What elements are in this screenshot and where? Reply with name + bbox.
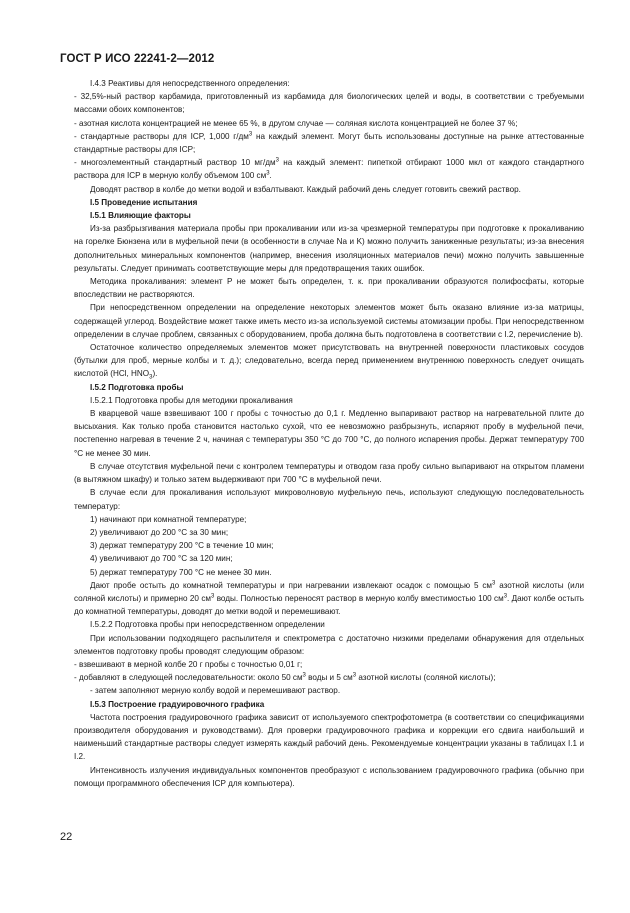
paragraph: Остаточное количество определяемых элементов может присутствовать на внутренней поверхности пластиковых сосудов (бутылки для проб, мерные колбы и т. д.); следовательно, всегда перед применением внутреннюю поверхность следует очищать кислотой (HCl, $HNO_3$). bbox=[74, 343, 584, 382]
section-i51-title: I.5.1 Влияющие факторы bbox=[90, 211, 191, 221]
list-item: 5) держат температуру 700 °С не менее 30 мин. bbox=[90, 567, 272, 577]
paragraph: Методика прокаливания: элемент P не может быть определен, т. к. при прокаливании образуются полифосфаты, которые впоследствии не растворяются. bbox=[74, 277, 584, 300]
section-i522-title: I.5.2.2 Подготовка пробы при непосредственном определении bbox=[90, 620, 325, 630]
section-i43-title: I.4.3 Реактивы для непосредственного определения: bbox=[90, 79, 290, 88]
paragraph: Из-за разбрызгивания материала пробы при прокаливании или из-за чрезмерной температуры при подготовке к прокаливанию на горелке Бюнзена или в муфельной печи (в особенности в случае Na и K) можно получить заниженные результаты; из-за внесения дополнительных минеральных компонентов (например, внесения изоляционных материалов печи) можно получить завышенные результаты. Следует принимать соответствующие меры для предотвращения таких ошибок. bbox=[74, 224, 584, 273]
reagent-acid: - азотная кислота концентрацией не менее 65 %, в другом случае — соляная кислота концентрацией не более 37 %; bbox=[74, 118, 518, 128]
paragraph: Интенсивность излучения индивидуальных компонентов преобразуют с использованием градуировочного графика (обычно при помощи программного обеспечения ICP для компьютера). bbox=[74, 765, 584, 788]
paragraph: В случае если для прокаливания используют микроволновую муфельную печь, используют следующую последовательность температур: bbox=[74, 488, 584, 511]
reagent-icp-standards: - стандартные растворы для ICP, 1,000 $г/дм^3$ на каждый элемент. Могут быть использованы доступные на рынке аттестованные стандартные растворы для ICP; bbox=[74, 131, 584, 155]
paragraph: Доводят раствор в колбе до метки водой и взбалтывают. Каждый рабочий день следует готовить свежий раствор. bbox=[90, 184, 521, 194]
paragraph: Частота построения градуировочного графика зависит от используемого спектрофотометра (в соответствии со спецификациями производителя оборудования и руководствами). Для проверки градуировочного графика и коррекции его сдвига наибольший и наименьший стандартные растворы следует измерять каждый рабочий день. Рекомендуемые концентрации указаны в таблицах I.1 и I.2. bbox=[74, 712, 584, 762]
list-item: 3) держат температуру 200 °С в течение 10 мин; bbox=[90, 541, 274, 551]
list-item: - взвешивают в мерной колбе 20 г пробы с точностью 0,01 г; bbox=[74, 659, 303, 669]
paragraph: В случае отсутствия муфельной печи с контролем температуры и отводом газа пробу сильно выпаривают на открытом пламени (в вытяжном шкафу) и только затем выдерживают при 700 °С в муфельной печи. bbox=[74, 461, 584, 485]
paragraph: В кварцевой чаше взвешивают 100 г пробы с точностью до 0,1 г. Медленно выпаривают раствор на нагревательной плите до высыхания. Как только проба становится настолько сухой, что ее невозможно разбрызнуть, испаряют пробу в муфельной печи, постепенно нагревая в течение 2 ч, начиная с температуры 350 °С до 700 °С, до полного испарения пробы. Держат температуру 700 °С не менее 30 мин. bbox=[74, 409, 584, 458]
temperature-steps-list bbox=[74, 513, 584, 579]
paragraph: При использовании подходящего распылителя и спектрометра с достаточно низкими пределами обнаружения для отдельных элементов подготовку пробы проводят следующим образом: bbox=[74, 633, 584, 656]
list-item: 2) увеличивают до 200 °С за 30 мин; bbox=[90, 527, 229, 537]
paragraph: Дают пробе остыть до комнатной температуры и при нагревании извлекают осадок с помощью 5 $см^3$ азотной кислоты (или соляной кислоты) и примерно 20 $см^3$ воды. Полностью переносят раствор в мерную колбу вместимостью 100 $см^3$. Дают колбе остыть до комнатной температуры, доводят до метки водой и перемешивают. bbox=[74, 580, 585, 617]
section-i53-title: I.5.3 Построение градуировочного графика bbox=[90, 699, 265, 709]
list-item: 1) начинают при комнатной температуре; bbox=[90, 514, 247, 524]
document-header: ГОСТ Р ИСО 22241-2—2012 bbox=[60, 53, 215, 65]
reagent-multielement: - многоэлементный стандартный раствор 10 $мг/дм^3$ на каждый элемент: пипеткой отбирают 1000 мкл от каждого стандартного раствора для ICP в мерную колбу объемом 100 $см^3$. bbox=[74, 157, 585, 181]
section-i5-title: I.5 Проведение испытания bbox=[90, 197, 198, 207]
section-i521-title: I.5.2.1 Подготовка пробы для методики прокаливания bbox=[90, 395, 293, 405]
reagent-urea: - 32,5%-ный раствор карбамида, приготовленный из карбамида для биологических целей и воды, в соответствии с требуемыми массами обоих компонентов; bbox=[74, 92, 584, 115]
section-i52-title: I.5.2 Подготовка пробы bbox=[90, 382, 184, 392]
list-item: - добавляют в следующей последовательности: около 50 $см^3$ воды и 5 $см^3$ азотной кислоты (соляной кислоты); bbox=[74, 672, 496, 683]
list-item: - затем заполняют мерную колбу водой и перемешивают раствор. bbox=[90, 686, 341, 696]
document-body bbox=[74, 77, 584, 790]
paragraph: При непосредственном определении на определение некоторых элементов может быть оказано влияние из-за матрицы, содержащей углерод. Воздействие может также иметь место из-за используемой системы атомизации пробы. При непосредственном определении в случае проблем, связанных с оборудованием, проба должна быть подготовлена в соответствии с I.2, перечисление b). bbox=[74, 303, 584, 339]
list-item: 4) увеличивают до 700 °С за 120 мин; bbox=[90, 554, 233, 564]
page-number: 22 bbox=[60, 831, 73, 843]
